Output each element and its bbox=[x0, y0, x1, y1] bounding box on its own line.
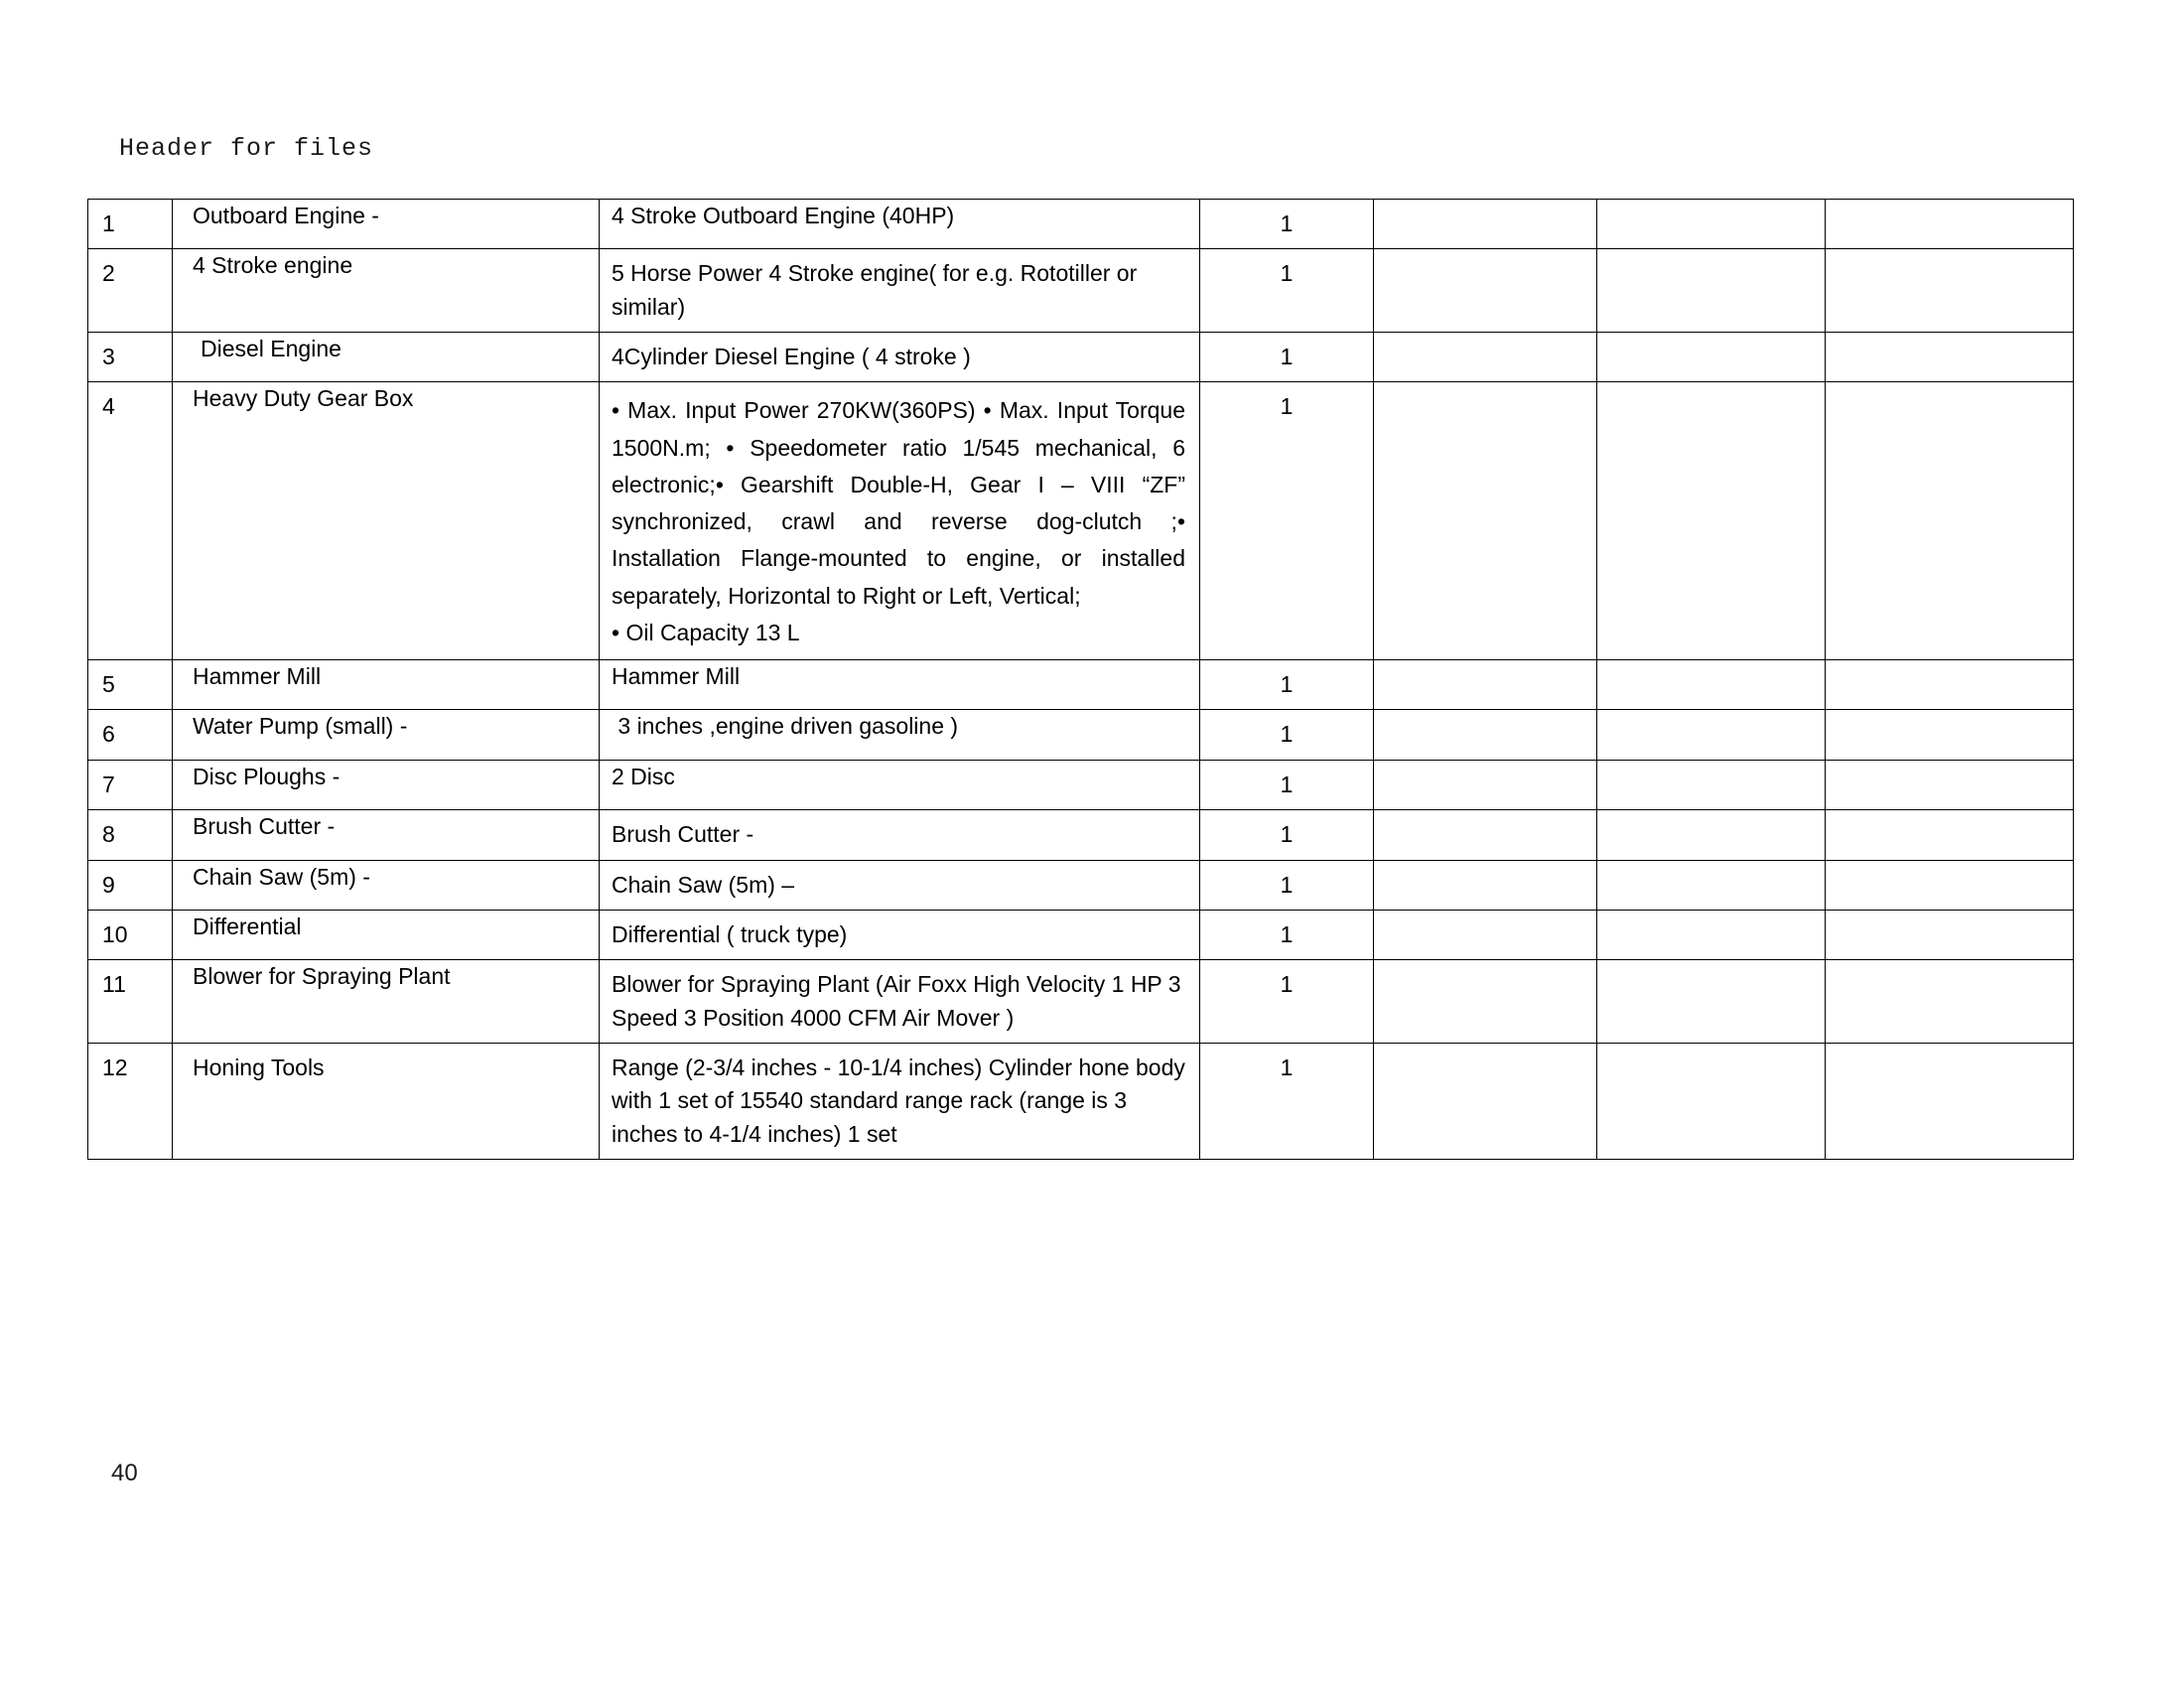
description: Brush Cutter - bbox=[612, 821, 754, 848]
blank-cell-2 bbox=[1597, 200, 1826, 249]
row-number-cell bbox=[88, 660, 173, 710]
description-cell bbox=[600, 660, 1200, 710]
table-row bbox=[88, 810, 2074, 860]
item-name-cell bbox=[173, 910, 600, 959]
quantity: 1 bbox=[1280, 344, 1294, 370]
blank-cell-1 bbox=[1374, 760, 1597, 809]
blank-cell-3 bbox=[1826, 1043, 2074, 1159]
row-number-cell bbox=[88, 860, 173, 910]
item-name: Chain Saw (5m) - bbox=[193, 863, 370, 890]
row-number: 4 bbox=[102, 393, 115, 420]
description: Hammer Mill bbox=[612, 663, 741, 690]
quantity-cell bbox=[1200, 710, 1374, 760]
item-name: Blower for Spraying Plant bbox=[193, 963, 451, 990]
quantity-cell bbox=[1200, 333, 1374, 382]
quantity-cell bbox=[1200, 1043, 1374, 1159]
quantity-cell bbox=[1200, 249, 1374, 333]
description-cell bbox=[600, 249, 1200, 333]
quantity: 1 bbox=[1280, 871, 1294, 898]
item-name-cell bbox=[173, 1043, 600, 1159]
quantity: 1 bbox=[1280, 771, 1294, 797]
blank-cell-3 bbox=[1826, 660, 2074, 710]
item-name: Brush Cutter - bbox=[193, 813, 336, 840]
row-number: 3 bbox=[102, 344, 115, 370]
blank-cell-2 bbox=[1597, 860, 1826, 910]
blank-cell-3 bbox=[1826, 249, 2074, 333]
description bbox=[600, 382, 1199, 659]
quantity-cell bbox=[1200, 860, 1374, 910]
table-row bbox=[88, 760, 2074, 809]
blank-cell-3 bbox=[1826, 810, 2074, 860]
item-name: Differential bbox=[193, 913, 302, 939]
table-row bbox=[88, 1043, 2074, 1159]
quantity: 1 bbox=[1280, 393, 1294, 420]
description-last-line: • Oil Capacity 13 L bbox=[612, 619, 800, 645]
description-cell bbox=[600, 333, 1200, 382]
item-name-cell bbox=[173, 810, 600, 860]
table-row bbox=[88, 710, 2074, 760]
row-number: 11 bbox=[102, 971, 126, 998]
quantity: 1 bbox=[1280, 211, 1294, 236]
item-name: Outboard Engine - bbox=[193, 203, 379, 228]
row-number-cell bbox=[88, 910, 173, 959]
description-cell bbox=[600, 860, 1200, 910]
table-row bbox=[88, 333, 2074, 382]
description: Blower for Spraying Plant (Air Foxx High Velocity 1 HP 3 Speed 3 Position 4000 CFM Air Mover ) bbox=[612, 971, 1181, 1031]
quantity-cell bbox=[1200, 382, 1374, 660]
equipment-table bbox=[87, 199, 2074, 1160]
row-number-cell bbox=[88, 810, 173, 860]
row-number: 6 bbox=[102, 721, 115, 748]
blank-cell-3 bbox=[1826, 760, 2074, 809]
blank-cell-1 bbox=[1374, 1043, 1597, 1159]
page-header: Header for files bbox=[119, 134, 374, 163]
blank-cell-3 bbox=[1826, 860, 2074, 910]
blank-cell-2 bbox=[1597, 910, 1826, 959]
blank-cell-2 bbox=[1597, 660, 1826, 710]
blank-cell-1 bbox=[1374, 200, 1597, 249]
blank-cell-2 bbox=[1597, 1043, 1826, 1159]
row-number: 8 bbox=[102, 821, 115, 848]
quantity-cell bbox=[1200, 960, 1374, 1044]
item-name-cell bbox=[173, 382, 600, 660]
blank-cell-1 bbox=[1374, 710, 1597, 760]
description-cell bbox=[600, 960, 1200, 1044]
blank-cell-1 bbox=[1374, 660, 1597, 710]
blank-cell-3 bbox=[1826, 960, 2074, 1044]
description-cell bbox=[600, 1043, 1200, 1159]
row-number-cell bbox=[88, 200, 173, 249]
blank-cell-2 bbox=[1597, 333, 1826, 382]
item-name: Honing Tools bbox=[193, 1054, 325, 1080]
item-name: Water Pump (small) - bbox=[193, 713, 408, 740]
blank-cell-1 bbox=[1374, 910, 1597, 959]
item-name-cell bbox=[173, 660, 600, 710]
quantity: 1 bbox=[1280, 821, 1294, 848]
blank-cell-1 bbox=[1374, 960, 1597, 1044]
quantity: 1 bbox=[1280, 971, 1294, 998]
blank-cell-2 bbox=[1597, 249, 1826, 333]
item-name: Hammer Mill bbox=[193, 663, 322, 690]
item-name-cell bbox=[173, 760, 600, 809]
quantity: 1 bbox=[1280, 1054, 1294, 1080]
item-name-cell bbox=[173, 860, 600, 910]
quantity-cell bbox=[1200, 200, 1374, 249]
description-cell bbox=[600, 382, 1200, 660]
blank-cell-3 bbox=[1826, 382, 2074, 660]
description: 4Cylinder Diesel Engine ( 4 stroke ) bbox=[612, 344, 971, 370]
description-cell bbox=[600, 910, 1200, 959]
row-number-cell bbox=[88, 382, 173, 660]
row-number: 5 bbox=[102, 671, 115, 698]
description: Chain Saw (5m) – bbox=[612, 871, 795, 898]
item-name: Heavy Duty Gear Box bbox=[193, 385, 414, 412]
item-name-cell bbox=[173, 333, 600, 382]
table-row bbox=[88, 960, 2074, 1044]
item-name: Diesel Engine bbox=[201, 336, 341, 362]
blank-cell-2 bbox=[1597, 960, 1826, 1044]
description: 2 Disc bbox=[612, 763, 675, 789]
item-name: Disc Ploughs - bbox=[193, 763, 341, 789]
row-number: 10 bbox=[102, 920, 128, 947]
blank-cell-2 bbox=[1597, 810, 1826, 860]
description: 3 inches ,engine driven gasoline ) bbox=[612, 713, 959, 740]
description: Range (2-3/4 inches - 10-1/4 inches) Cylinder hone body with 1 set of 15540 standard range rack (range is 3 inches to 4-1/4 inches) 1 set bbox=[612, 1054, 1185, 1147]
quantity-cell bbox=[1200, 910, 1374, 959]
blank-cell-1 bbox=[1374, 382, 1597, 660]
quantity: 1 bbox=[1280, 260, 1294, 287]
row-number-cell bbox=[88, 710, 173, 760]
item-name-cell bbox=[173, 710, 600, 760]
quantity: 1 bbox=[1280, 671, 1294, 698]
blank-cell-3 bbox=[1826, 710, 2074, 760]
row-number-cell bbox=[88, 249, 173, 333]
table-row bbox=[88, 910, 2074, 959]
row-number-cell bbox=[88, 960, 173, 1044]
item-name: 4 Stroke engine bbox=[193, 252, 353, 279]
blank-cell-1 bbox=[1374, 810, 1597, 860]
row-number: 9 bbox=[102, 871, 115, 898]
page-number: 40 bbox=[111, 1460, 138, 1486]
row-number: 12 bbox=[102, 1054, 128, 1080]
item-name-cell bbox=[173, 200, 600, 249]
blank-cell-1 bbox=[1374, 860, 1597, 910]
blank-cell-2 bbox=[1597, 760, 1826, 809]
description-cell bbox=[600, 810, 1200, 860]
table-row bbox=[88, 660, 2074, 710]
row-number: 7 bbox=[102, 771, 115, 797]
blank-cell-1 bbox=[1374, 333, 1597, 382]
description: Differential ( truck type) bbox=[612, 920, 848, 947]
quantity-cell bbox=[1200, 810, 1374, 860]
item-name-cell bbox=[173, 960, 600, 1044]
quantity: 1 bbox=[1280, 721, 1294, 748]
description-cell bbox=[600, 710, 1200, 760]
quantity-cell bbox=[1200, 760, 1374, 809]
blank-cell-1 bbox=[1374, 249, 1597, 333]
table-row bbox=[88, 382, 2074, 660]
blank-cell-3 bbox=[1826, 333, 2074, 382]
description-cell bbox=[600, 200, 1200, 249]
row-number: 1 bbox=[102, 211, 115, 236]
row-number: 2 bbox=[102, 260, 115, 287]
blank-cell-2 bbox=[1597, 382, 1826, 660]
blank-cell-2 bbox=[1597, 710, 1826, 760]
row-number-cell bbox=[88, 333, 173, 382]
blank-cell-3 bbox=[1826, 200, 2074, 249]
table-row bbox=[88, 860, 2074, 910]
table-row bbox=[88, 249, 2074, 333]
row-number-cell bbox=[88, 1043, 173, 1159]
description-body: • Max. Input Power 270KW(360PS) • Max. Input Torque 1500N.m; • Speedometer ratio 1/545 mechanical, 6 electronic;• Gearshift Double-H, Gear I – VIII “ZF” synchronized, crawl and reverse dog-clutch ;• Installation Flange-mounted to engine, or installed separately, Horizontal to Right or Left, Vertical; bbox=[612, 397, 1185, 609]
table-row bbox=[88, 200, 2074, 249]
description-cell bbox=[600, 760, 1200, 809]
item-name-cell bbox=[173, 249, 600, 333]
row-number-cell bbox=[88, 760, 173, 809]
quantity-cell bbox=[1200, 660, 1374, 710]
blank-cell-3 bbox=[1826, 910, 2074, 959]
quantity: 1 bbox=[1280, 920, 1294, 947]
description: 4 Stroke Outboard Engine (40HP) bbox=[612, 203, 955, 228]
description: 5 Horse Power 4 Stroke engine( for e.g. Rototiller or similar) bbox=[612, 260, 1138, 320]
